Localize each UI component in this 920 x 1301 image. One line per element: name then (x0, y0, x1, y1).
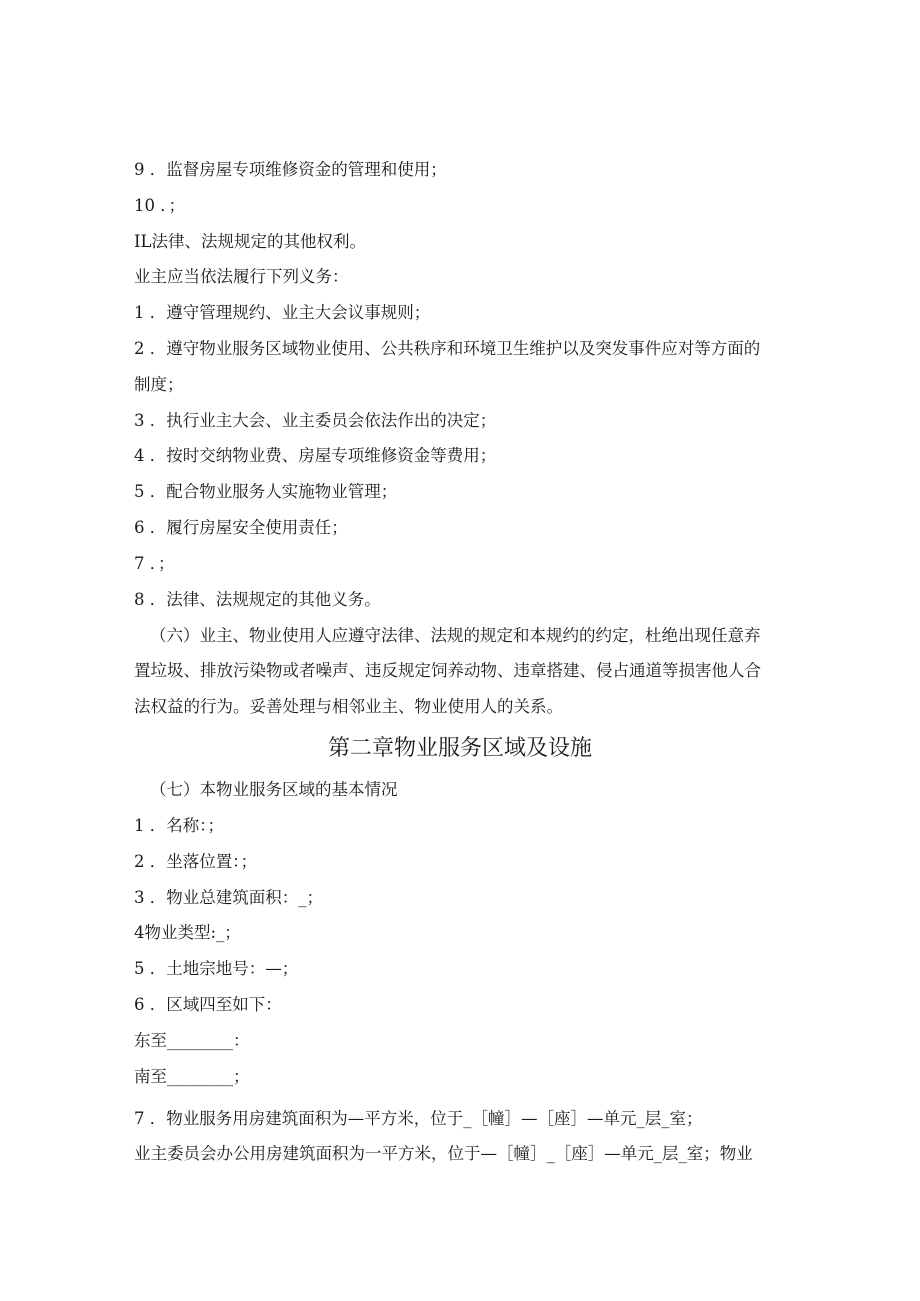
text-line: 南至________； (134, 1067, 250, 1086)
text-line: IL法律、法规规定的其他权利。 (134, 232, 366, 251)
text-line: 4 ．按时交纳物业费、房屋专项维修资金等费用； (134, 446, 497, 465)
text-line: 3 ．执行业主大会、业主委员会依法作出的决定； (134, 411, 497, 430)
text-line: 6 ．区域四至如下： (134, 995, 282, 1014)
text-line: 制度； (134, 375, 184, 394)
text-line: （七）本物业服务区域的基本情况 (150, 780, 398, 799)
text-line: 1 ．遵守管理规约、业主大会议事规则； (134, 303, 431, 322)
text-line: 2 ．坐落位置：； (134, 852, 257, 871)
text-line: 10 ．； (134, 196, 185, 215)
text-line: 1 ．名称：； (134, 816, 224, 835)
paragraph-line: 法权益的行为。妥善处理与相邻业主、物业使用人的关系。 (134, 697, 563, 716)
text-line: 业主应当依法履行下列义务： (134, 267, 349, 286)
text-line: 业主委员会办公用房建筑面积为一平方米，位于—［幢］_［座］—单元_层_室；物业 (134, 1144, 753, 1163)
text-line: 5 ．土地宗地号：—； (134, 959, 299, 978)
text-line: 7 ．； (134, 554, 175, 573)
text-line: 2 ．遵守物业服务区域物业使用、公共秩序和环境卫生维护以及突发事件应对等方面的 (134, 339, 761, 358)
paragraph-line: （六）业主、物业使用人应遵守法律、法规的规定和本规约的约定，杜绝出现任意弃 (150, 626, 761, 645)
text-line: 8 ．法律、法规规定的其他义务。 (134, 590, 381, 609)
text-line: 3 ．物业总建筑面积：_； (134, 888, 323, 907)
text-line: 7 ．物业服务用房建筑面积为—平方米，位于_［幢］—［座］—单元_层_室； (134, 1109, 703, 1128)
paragraph-line: 置垃圾、排放污染物或者噪声、违反规定饲养动物、违章搭建、侵占通道等损害他人合 (134, 661, 761, 680)
text-line: 4物业类型:_； (134, 923, 241, 942)
text-line: 6 ．履行房屋安全使用责任； (134, 518, 348, 537)
chapter-heading: 第二章物业服务区域及设施 (327, 736, 592, 761)
text-line: 9 ．监督房屋专项维修资金的管理和使用； (134, 160, 447, 179)
text-line: 5 ．配合物业服务人实施物业管理； (134, 482, 398, 501)
text-line: 东至________： (134, 1031, 250, 1050)
